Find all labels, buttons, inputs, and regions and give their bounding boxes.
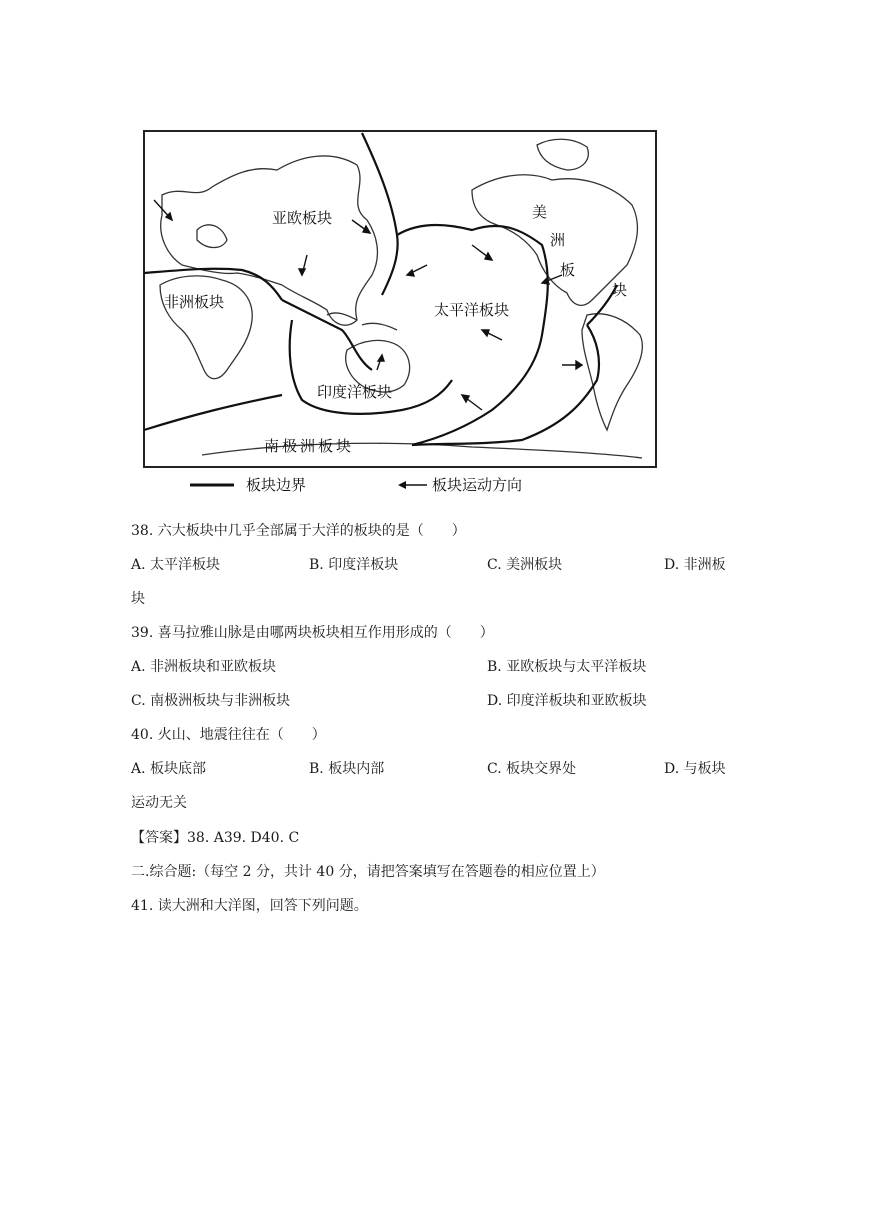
q38-option-d-continued: 块: [131, 591, 145, 607]
q39-stem: 39. 喜马拉雅山脉是由哪两块板块相互作用形成的（ ）: [131, 625, 494, 641]
q40-option-d-continued: 运动无关: [131, 795, 187, 811]
q41-stem: 41. 读大洲和大洋图，回答下列问题。: [131, 898, 368, 914]
q40-option-a[interactable]: A. 板块底部: [131, 761, 207, 777]
q40-stem: 40. 火山、地震往往在（ ）: [131, 727, 326, 743]
label-american-plate-4: 块: [612, 281, 628, 299]
q39-option-b[interactable]: B. 亚欧板块与太平洋板块: [487, 659, 647, 675]
legend-direction-label: 板块运动方向: [432, 476, 523, 494]
label-indian-plate: 印度洋板块: [317, 383, 393, 401]
plate-map-svg: [142, 125, 662, 510]
legend-boundary-label: 板块边界: [246, 476, 307, 494]
q38-stem: 38. 六大板块中几乎全部属于大洋的板块的是（ ）: [131, 523, 466, 539]
q38-option-d[interactable]: D. 非洲板: [664, 557, 726, 573]
q39-option-d[interactable]: D. 印度洋板块和亚欧板块: [487, 693, 647, 709]
label-american-plate-2: 洲: [550, 231, 566, 249]
label-pacific-plate: 太平洋板块: [434, 301, 510, 319]
label-eurasian-plate: 亚欧板块: [272, 209, 333, 227]
q40-option-c[interactable]: C. 板块交界处: [487, 761, 577, 777]
answer-line: 【答案】38. A39. D40. C: [131, 830, 300, 846]
label-african-plate: 非洲板块: [164, 293, 225, 311]
plate-map: [142, 125, 662, 510]
legend-arrow-head: [398, 481, 406, 489]
label-antarctic-plate: 南极洲板块: [264, 437, 355, 455]
q38-option-c[interactable]: C. 美洲板块: [487, 557, 563, 573]
label-american-plate-1: 美: [532, 203, 548, 221]
q40-option-b[interactable]: B. 板块内部: [309, 761, 385, 777]
section-2-heading: 二.综合题:（每空 2 分，共计 40 分，请把答案填写在答题卷的相应位置上）: [131, 864, 605, 880]
label-american-plate-3: 板: [560, 261, 576, 279]
q40-option-d[interactable]: D. 与板块: [664, 761, 726, 777]
q38-option-b[interactable]: B. 印度洋板块: [309, 557, 399, 573]
q39-option-c[interactable]: C. 南极洲板块与非洲板块: [131, 693, 291, 709]
q38-option-a[interactable]: A. 太平洋板块: [131, 557, 221, 573]
q39-option-a[interactable]: A. 非洲板块和亚欧板块: [131, 659, 277, 675]
